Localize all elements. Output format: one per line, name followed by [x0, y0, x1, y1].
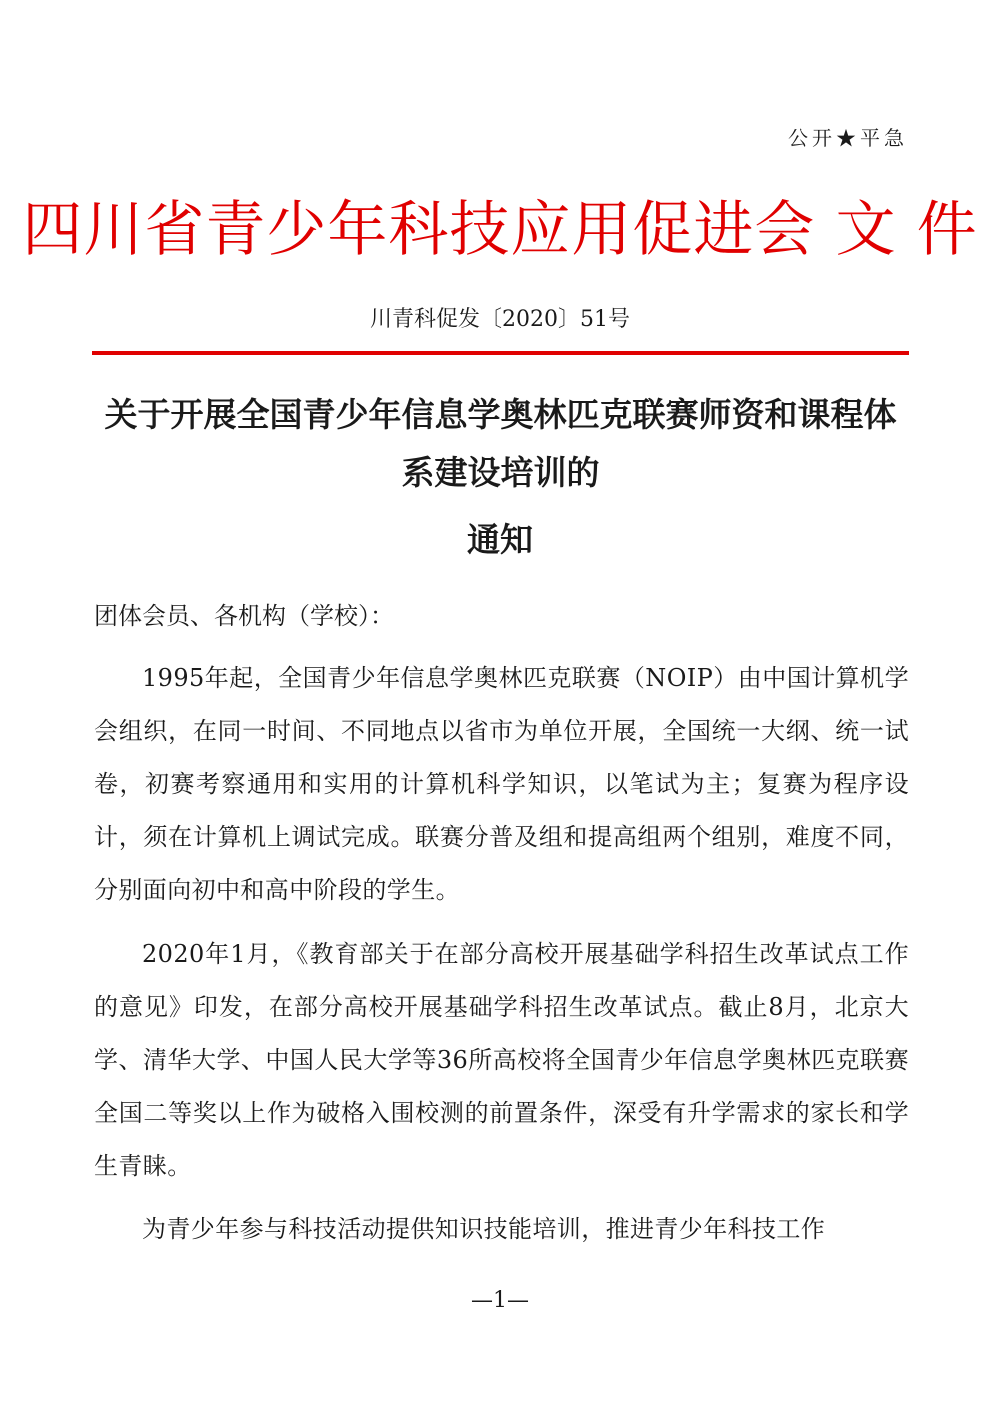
body-paragraph-2: 2020年1月，《教育部关于在部分高校开展基础学科招生改革试点工作的意见》印发，在部分高校开展基础学科招生改革试点。截止8月，北京大学、清华大学、中国人民大学等36所高校将全国青少年信息学奥林匹克联赛全国二等奖以上作为破格入围校测的前置条件，深受有升学需求的家长和学生青睐。 — [94, 940, 909, 1180]
document-number: 川青科促发〔2020〕51号 — [370, 307, 630, 332]
notice-subtitle: 通知 — [467, 520, 533, 559]
classification-mark: 公开★平急 — [788, 126, 908, 150]
notice-title: 关于开展全国青少年信息学奥林匹克联赛师资和课程体系建设培训的 — [104, 395, 897, 492]
salutation: 团体会员、各机构（学校）： — [94, 602, 394, 630]
body-paragraph-1: 1995年起，全国青少年信息学奥林匹克联赛（NOIP）由中国计算机学会组织，在同一时间、不同地点以省市为单位开展，全国统一大纲、统一试卷，初赛考察通用和实用的计算机科学知识，以笔试为主；复赛为程序设计，须在计算机上调试完成。联赛分普及组和提高组两个组别，难度不同，分别面向初中和高中阶段的学生。 — [94, 664, 909, 904]
issuer-red-header: 四川省青少年科技应用促进会 文 件 — [22, 195, 978, 265]
page-number: —1— — [471, 1288, 529, 1313]
body-paragraph-3: 为青少年参与科技活动提供知识技能培训，推进青少年科技工作 — [142, 1215, 826, 1243]
red-divider-line — [92, 351, 909, 355]
